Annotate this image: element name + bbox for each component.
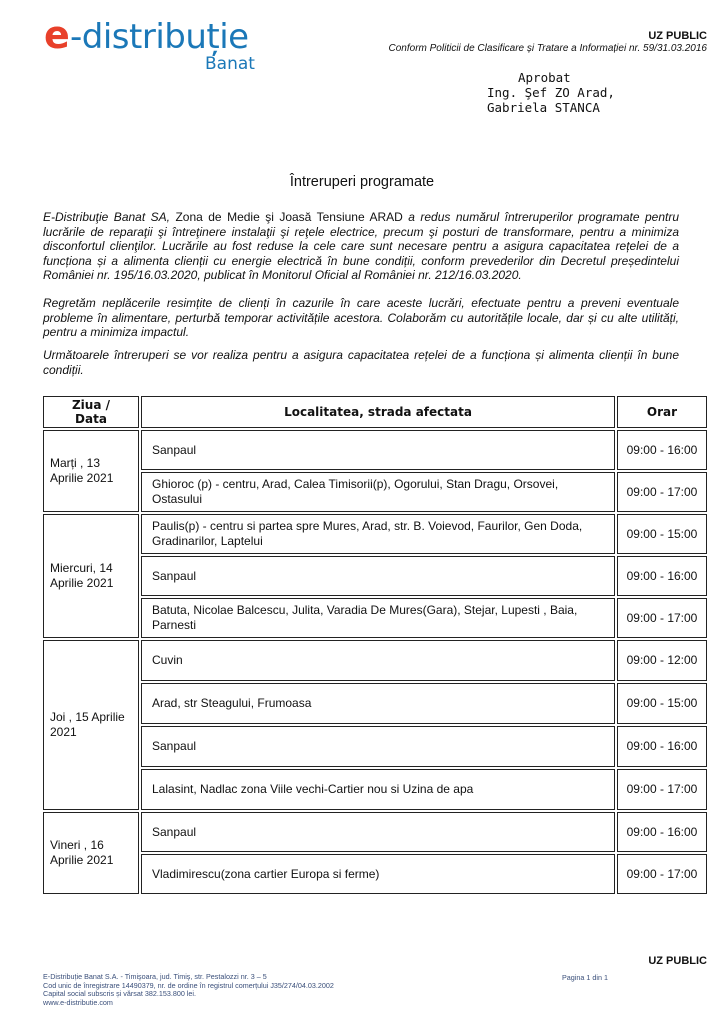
- table-row: [43, 514, 707, 554]
- location-cell: Arad, str Steagului, Frumoasa: [141, 683, 615, 724]
- location-cell: Sanpaul: [141, 726, 615, 767]
- zone-name: Zona de Medie şi Joasă Tensiune ARAD: [169, 210, 403, 224]
- location-cell: Cuvin: [141, 640, 615, 681]
- location-cell: Paulis(p) - centru si partea spre Mures, Arad, str. B. Voievod, Faurilor, Gen Doda, Gradinarilor, Laptelui: [141, 514, 615, 554]
- company-name: E-Distribuţie Banat SA,: [43, 210, 170, 224]
- location-cell: Sanpaul: [141, 556, 615, 596]
- table-header-row: [43, 396, 707, 428]
- header-location: Localitatea, strada afectata: [141, 396, 615, 428]
- intro-text: a redus numărul întreruperilor programate pentru lucrările de reparaţii şi întreţinere instalaţii şi reţele electrice, precum şi posturi de transformare, pentru a minimiza disconfortul clienţilor. Lucrările au fost reduse la cele care sunt necesare pentru a asigura capacitatea rețelei de a funcționa și a alimenta clienții cu energie electrică în bune condiții, conform prevederilor din Decretul președintelui României nr. 195/16.03.2020, publicat în Monitorul Oficial al României nr. 212/16.03.2020.: [43, 210, 680, 283]
- time-cell: 09:00 - 15:00: [617, 683, 707, 724]
- logo-region: Banat: [205, 54, 255, 74]
- day-cell: Joi , 15 Aprilie 2021: [43, 640, 139, 810]
- approver-title: Ing. Şef ZO Arad,: [487, 85, 615, 100]
- time-cell: 09:00 - 17:00: [617, 598, 707, 638]
- time-cell: 09:00 - 12:00: [617, 640, 707, 681]
- table-row: [43, 683, 707, 724]
- table-row: [43, 812, 707, 852]
- logo-mark-icon: e: [44, 13, 69, 57]
- page-number: Pagina 1 din 1: [562, 973, 608, 982]
- logo-wordmark: -distribuție: [70, 17, 249, 57]
- footer-classification-label: UZ PUBLIC: [648, 955, 707, 967]
- document-title: Întreruperi programate: [289, 174, 435, 190]
- time-cell: 09:00 - 17:00: [617, 472, 707, 512]
- time-cell: 09:00 - 16:00: [617, 430, 707, 470]
- footer-registration: Cod unic de înregistrare 14490379, nr. de ordine în registrul comerțului J35/274/04.03.2002: [43, 980, 334, 990]
- approver-name: Gabriela STANCA: [487, 100, 600, 115]
- table-row: [43, 769, 707, 810]
- outage-schedule-table: [41, 394, 709, 896]
- time-cell: 09:00 - 16:00: [617, 556, 707, 596]
- location-cell: Ghioroc (p) - centru, Arad, Calea Timisorii(p), Ogorului, Stan Dragu, Orsovei, Ostasului: [141, 472, 615, 512]
- table-row: [43, 556, 707, 596]
- schedule-intro-paragraph: Următoarele întreruperi se vor realiza pentru a asigura capacitatea rețelei de a funcționa și alimenta clienții în bune condiții.: [43, 348, 679, 377]
- table-row: [43, 640, 707, 681]
- time-cell: 09:00 - 17:00: [617, 854, 707, 894]
- day-cell: Marți , 13 Aprilie 2021: [43, 430, 139, 512]
- header-time: Orar: [617, 396, 707, 428]
- time-cell: 09:00 - 16:00: [617, 812, 707, 852]
- header-day: Ziua / Data: [43, 396, 139, 428]
- footer-address: E-Distribuție Banat S.A. - Timişoara, jud. Timiş, str. Pestalozzi nr. 3 – 5: [43, 972, 267, 981]
- apology-paragraph: Regretăm neplăcerile resimțite de clienți în cazurile în care aceste lucrări, efectuate pentru a preveni eventuale probleme în alimentare, perturbă temporar activitățile acestora. Colaborăm cu autoritățile locale, dar și cu alte utilități, pentru a minimiza impactul.: [43, 296, 679, 340]
- location-cell: Batuta, Nicolae Balcescu, Julita, Varadia De Mures(Gara), Stejar, Lupesti , Baia, Parnesti: [141, 598, 615, 638]
- location-cell: Sanpaul: [141, 812, 615, 852]
- day-cell: Vineri , 16 Aprilie 2021: [43, 812, 139, 894]
- classification-label: UZ PUBLIC: [648, 30, 707, 42]
- policy-reference: Conform Politicii de Clasificare și Tratare a Informației nr. 59/31.03.2016: [388, 43, 707, 54]
- time-cell: 09:00 - 17:00: [617, 769, 707, 810]
- company-footer: [43, 973, 334, 1007]
- intro-paragraph: [43, 210, 679, 283]
- table-row: [43, 598, 707, 638]
- time-cell: 09:00 - 15:00: [617, 514, 707, 554]
- table-row: [43, 854, 707, 894]
- table-row: [43, 472, 707, 512]
- footer-capital: Capital social subscris și vărsat 382.153.800 lei.: [43, 989, 197, 999]
- table-row: [43, 430, 707, 470]
- location-cell: Vladimirescu(zona cartier Europa si ferme): [141, 854, 615, 894]
- approval-block: [487, 70, 615, 115]
- day-cell: Miercuri, 14 Aprilie 2021: [43, 514, 139, 638]
- company-logo: [44, 14, 274, 74]
- approval-label: Aprobat: [518, 70, 571, 85]
- time-cell: 09:00 - 16:00: [617, 726, 707, 767]
- location-cell: Sanpaul: [141, 430, 615, 470]
- table-row: [43, 726, 707, 767]
- location-cell: Lalasint, Nadlac zona Viile vechi-Cartier nou si Uzina de apa: [141, 769, 615, 810]
- footer-website-link[interactable]: www.e-distributie.com: [43, 997, 113, 1007]
